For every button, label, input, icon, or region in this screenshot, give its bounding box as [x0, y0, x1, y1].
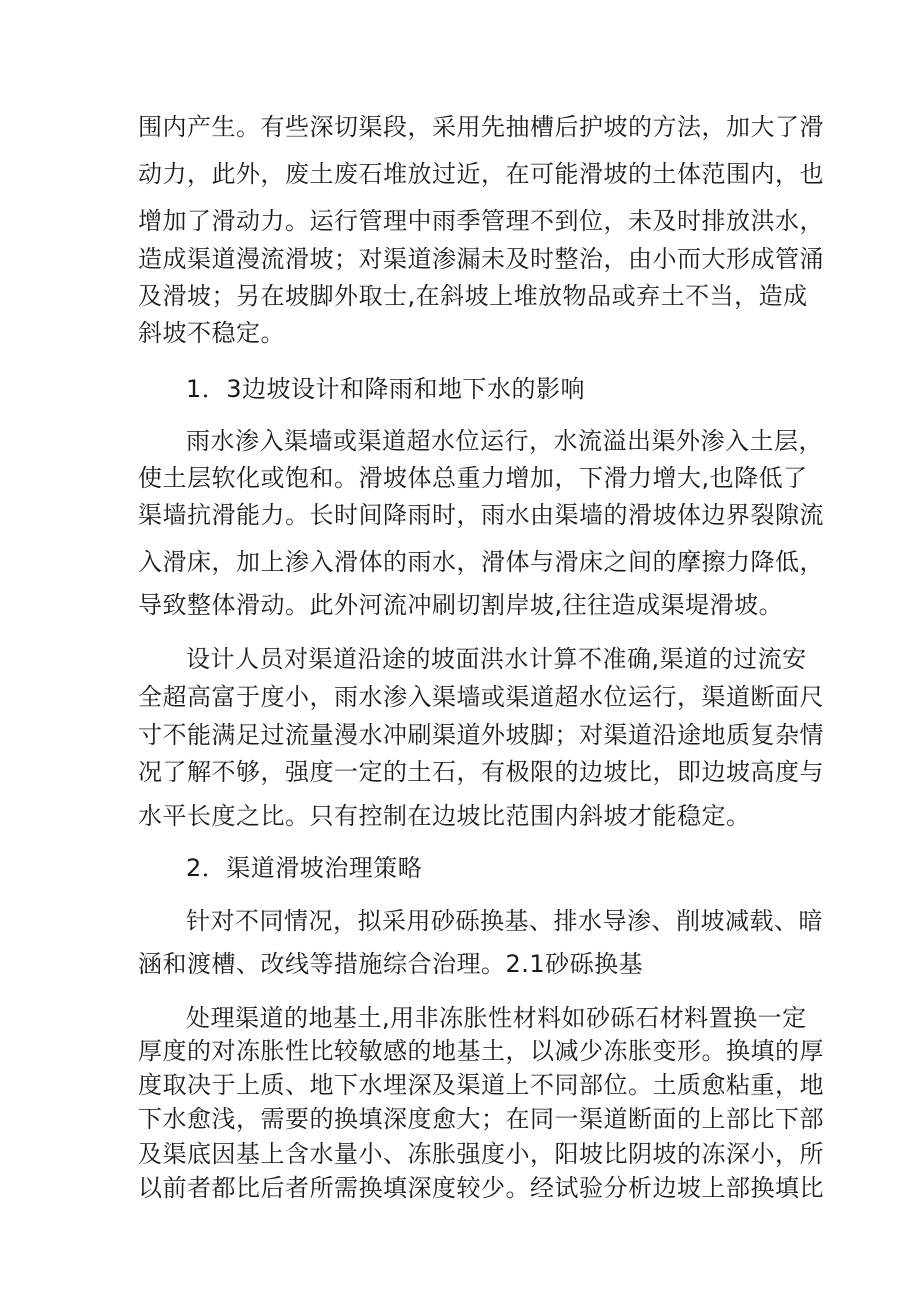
- paragraph-3-line: 况了解不够，强度一定的土石，有极限的边坡比，即边坡高度与: [138, 758, 824, 786]
- paragraph-2-line: 使土层软化或饱和。滑坡体总重力增加，下滑力增大,也降低了: [138, 464, 808, 492]
- paragraph-1-line: 增加了滑动力。运行管理中雨季管理不到位，未及时排放洪水，: [138, 207, 824, 235]
- paragraph-5-line: 度取决于上质、地下水埋深及渠道上不同部位。土质愈粘重，地: [138, 1071, 824, 1099]
- paragraph-5-line: 下水愈浅，需要的换填深度愈大；在同一渠道断面的上部比下部: [138, 1105, 824, 1133]
- paragraph-3-line: 寸不能满足过流量漫水冲刷渠道外坡脚；对渠道沿途地质复杂情: [138, 721, 824, 749]
- paragraph-4-line: 涵和渡槽、改线等措施综合治理。2.1砂砾换基: [138, 950, 644, 978]
- paragraph-1-line: 动力，此外，废土废石堆放过近，在可能滑坡的土体范围内，也: [138, 160, 824, 188]
- section-heading-1-3: 1．3边坡设计和降雨和地下水的影响: [186, 375, 586, 403]
- section-heading-2: 2．渠道滑坡治理策略: [186, 854, 423, 882]
- paragraph-5-first-line: 处理渠道的地基土,用非冻胀性材料如砂砾石材料置换一定: [186, 1004, 807, 1032]
- paragraph-2-line: 导致整体滑动。此外河流冲刷切割岸坡,往往造成渠堤滑坡。: [138, 591, 784, 619]
- paragraph-2-line: 渠墙抗滑能力。长时间降雨时，雨水由渠墙的滑坡体边界裂隙流: [138, 501, 824, 529]
- paragraph-3-line: 全超高富于度小，雨水渗入渠墙或渠道超水位运行，渠道断面尺: [138, 683, 824, 711]
- paragraph-3-line: 水平长度之比。只有控制在边坡比范围内斜坡才能稳定。: [138, 802, 751, 830]
- paragraph-5-line: 以前者都比后者所需换填深度较少。经试验分析边坡上部换填比: [138, 1174, 824, 1202]
- paragraph-2-line: 入滑床，加上渗入滑体的雨水，滑体与滑床之间的摩擦力降低，: [138, 548, 824, 576]
- paragraph-3-first-line: 设计人员对渠道沿途的坡面洪水计算不准确,渠道的过流安: [186, 645, 807, 673]
- paragraph-1-line: 造成渠道漫流滑坡；对渠道渗漏未及时整治，由小而大形成管涌: [138, 245, 824, 273]
- paragraph-4-first-line: 针对不同情况，拟采用砂砾换基、排水导渗、削坡减载、暗: [186, 907, 823, 935]
- paragraph-1-line: 及滑坡；另在坡脚外取士,在斜坡上堆放物品或弃土不当，造成: [138, 282, 808, 310]
- paragraph-1-line: 围内产生。有些深切渠段，采用先抽槽后护坡的方法，加大了滑: [138, 113, 824, 141]
- paragraph-5-line: 厚度的对冻胀性比较敏感的地基土，以减少冻胀变形。换填的厚: [138, 1037, 824, 1065]
- paragraph-1-line: 斜坡不稳定。: [138, 319, 285, 347]
- paragraph-5-line: 及渠底因基上含水量小、冻胀强度小，阳坡比阴坡的冻深小，所: [138, 1140, 824, 1168]
- paragraph-2-first-line: 雨水渗入渠墙或渠道超水位运行，水流溢出渠外渗入土层，: [186, 427, 823, 455]
